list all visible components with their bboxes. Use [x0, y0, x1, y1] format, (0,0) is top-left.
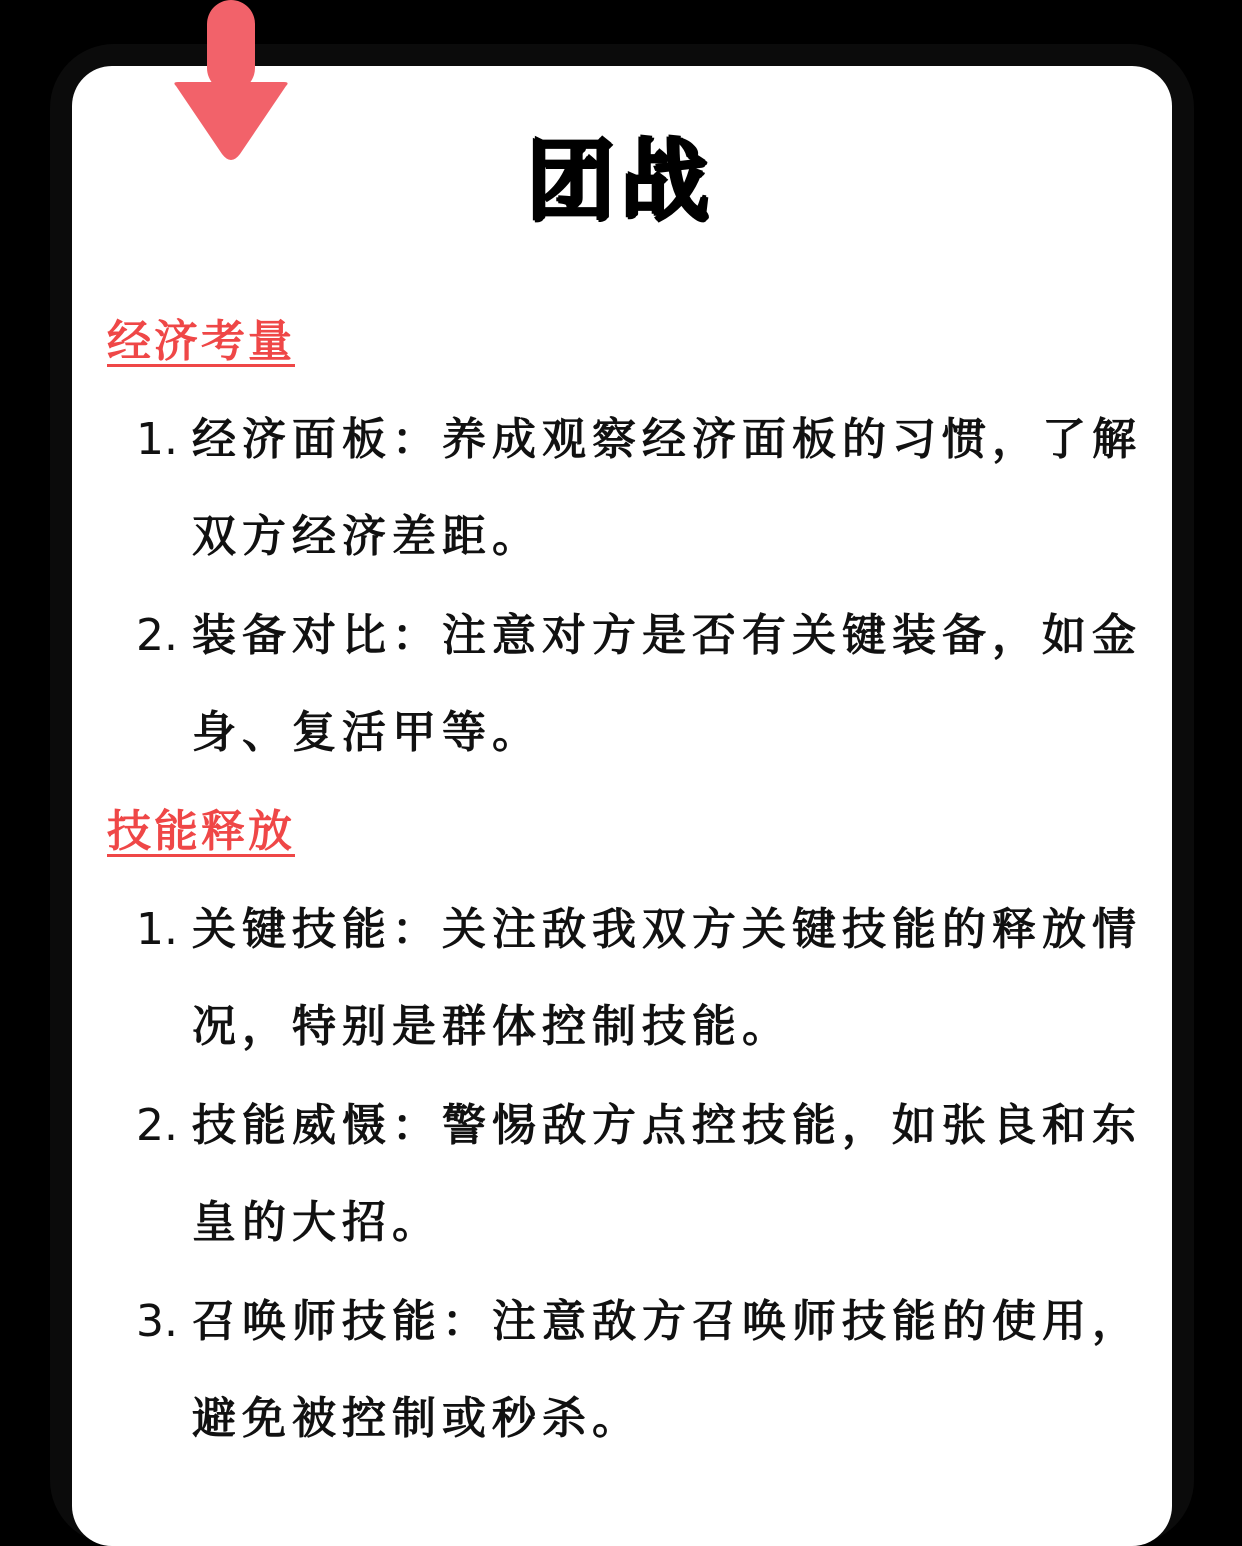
section-heading-economy: 经济考量 [107, 316, 295, 367]
item-number: 1. [136, 414, 178, 465]
item-number: 3. [136, 1296, 178, 1347]
list-item [136, 587, 1146, 781]
item-text: 装备对比：注意对方是否有关键装备，如金身、复活甲等。 [192, 610, 1142, 758]
list-item [136, 881, 1146, 1075]
section-heading-skills: 技能释放 [107, 806, 295, 857]
item-text: 关键技能：关注敌我双方关键技能的释放情况，特别是群体控制技能。 [192, 904, 1142, 1052]
item-text: 技能威慑：警惕敌方点控技能，如张良和东皇的大招。 [192, 1100, 1142, 1248]
item-number: 2. [136, 610, 178, 661]
item-number: 2. [136, 1100, 178, 1151]
list-item [136, 1077, 1146, 1271]
item-text: 经济面板：养成观察经济面板的习惯，了解双方经济差距。 [192, 414, 1142, 562]
page-title: 团战 [526, 130, 715, 233]
list-item [136, 1273, 1146, 1467]
list-item [136, 391, 1146, 585]
item-number: 1. [136, 904, 178, 955]
item-text: 召唤师技能：注意敌方召唤师技能的使用，避免被控制或秒杀。 [192, 1296, 1142, 1444]
